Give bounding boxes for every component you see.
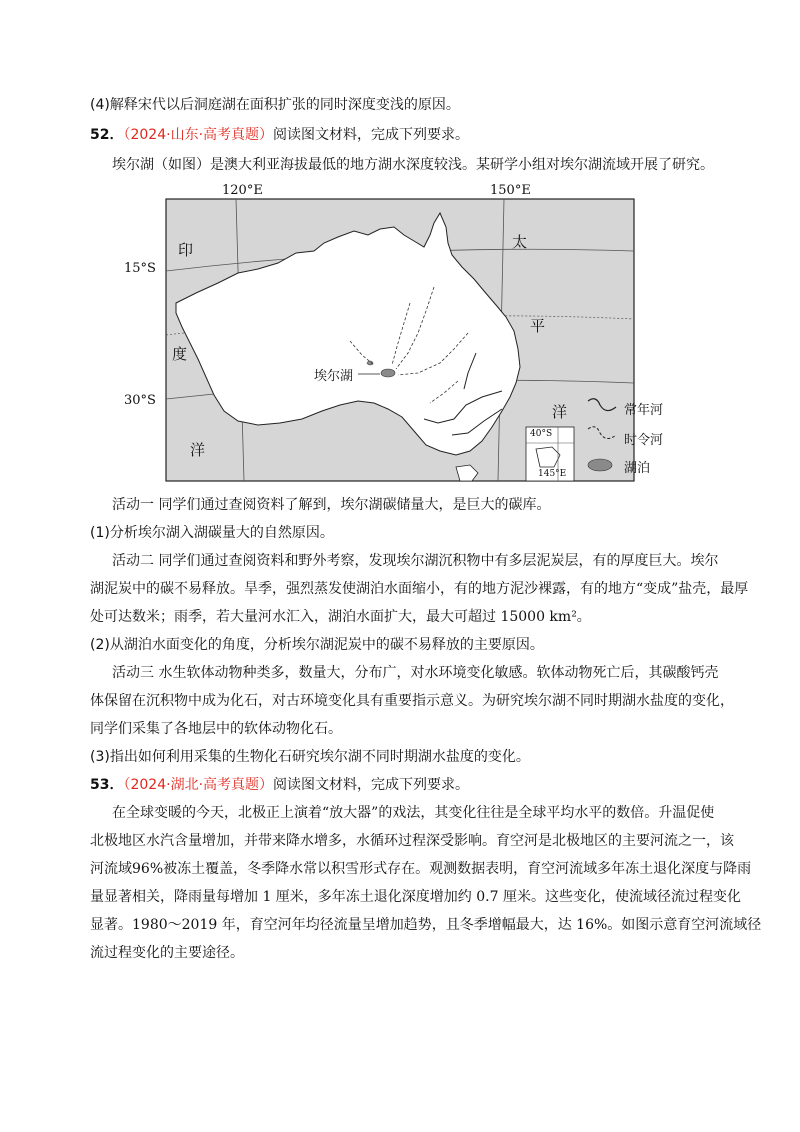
- q52-header: [90, 126, 469, 144]
- ocean-label-yang2: 洋: [552, 403, 568, 421]
- q52-activity1: 活动一 同学们通过查阅资料了解到，埃尔湖碳储量大，是巨大的碳库。: [112, 497, 551, 513]
- q53-source: （2024·湖北·高考真题）: [123, 777, 274, 793]
- q52-activity2-line3: 处可达数米；雨季，若大量河水汇入，湖泊水面扩大，最大可超过 15000 km²。: [90, 609, 591, 625]
- lon-150-label: 150°E: [490, 183, 531, 198]
- australia-map: [118, 183, 688, 483]
- q53-body-line2: 北极地区水汽含量增加，并带来降水增多，水循环过程深受影响。育空河是北极地区的主要河流之一，该: [90, 833, 734, 849]
- map-graphic: [118, 183, 688, 483]
- inset-lat-label: 40°S: [530, 429, 553, 439]
- q52-part3: (3)指出如何利用采集的生物化石研究埃尔湖不同时期湖水盐度的变化。: [90, 749, 530, 765]
- q53-header: [90, 776, 469, 794]
- q52-source: （2024·山东·高考真题）: [123, 127, 274, 143]
- legend-seasonal-river: 时令河: [624, 433, 664, 448]
- q52-activity3-line3: 同学们采集了各地层中的软体动物化石。: [90, 721, 342, 737]
- ocean-label-tai: 太: [512, 233, 528, 251]
- lat-15-label: 15°S: [124, 261, 156, 276]
- q51-part4: (4)解释宋代以后洞庭湖在面积扩张的同时深度变浅的原因。: [90, 97, 460, 113]
- q53-body-line1: 在全球变暖的今天，北极正上演着“放大器”的戏法，其变化往往是全球平均水平的数倍。升温促使: [112, 805, 715, 821]
- legend-lake: 湖泊: [624, 461, 651, 476]
- q53-number: 53．: [90, 777, 124, 793]
- q53-body-line4: 量显著相关，降雨量每增加 1 厘米，多年冻土退化深度增加约 0.7 厘米。这些变化，使流域径流过程变化: [90, 889, 741, 905]
- lon-120-label: 120°E: [222, 183, 263, 198]
- inset-lon-label: 145°E: [538, 469, 567, 479]
- ocean-label-yang: 洋: [190, 441, 206, 459]
- q52-activity2-line1: 活动二 同学们通过查阅资料和野外考察，发现埃尔湖沉积物中有多层泥炭层，有的厚度巨大。埃尔: [112, 553, 719, 569]
- q52-part2: (2)从湖泊水面变化的角度，分析埃尔湖泥炭中的碳不易释放的主要原因。: [90, 637, 544, 653]
- q53-instruction: 阅读图文材料，完成下列要求。: [273, 777, 470, 793]
- q52-activity2-line2: 湖泥炭中的碳不易释放。旱季，强烈蒸发使湖泊水面缩小，有的地方泥沙裸露，有的地方“变成”盐壳，最厚: [90, 581, 749, 597]
- lat-30-label: 30°S: [124, 393, 156, 408]
- ocean-label-ping: 平: [530, 317, 546, 335]
- ocean-label-du: 度: [172, 345, 188, 363]
- legend-perennial-river: 常年河: [624, 403, 664, 418]
- lake-eyre-label: 埃尔湖: [314, 369, 354, 384]
- q53-body-line5: 显著。1980～2019 年，育空河年均径流量呈增加趋势，且冬季增幅最大，达 16%。如图示意育空河流域径: [90, 917, 762, 933]
- ocean-label-yin: 印: [178, 241, 194, 259]
- q52-instruction: 阅读图文材料，完成下列要求。: [273, 127, 470, 143]
- q53-body-line3: 河流域96%被冻土覆盖，冬季降水常以积雪形式存在。观测数据表明，育空河流域多年冻土退化深度与降雨: [90, 861, 752, 877]
- q53-body-line6: 流过程变化的主要途径。: [90, 945, 244, 961]
- q52-number: 52．: [90, 127, 124, 143]
- q52-activity3-line2: 体保留在沉积物中成为化石，对古环境变化具有重要指示意义。为研究埃尔湖不同时期湖水盐度的变化，: [90, 693, 734, 709]
- q52-intro: 埃尔湖（如图）是澳大利亚海拔最低的地方湖水深度较浅。某研学小组对埃尔湖流域开展了研究。: [112, 157, 714, 173]
- q52-part1: (1)分析埃尔湖入湖碳量大的自然原因。: [90, 525, 334, 541]
- q52-activity3-line1: 活动三 水生软体动物种类多，数量大，分布广，对水环境变化敏感。软体动物死亡后，其碳酸钙壳: [112, 665, 719, 681]
